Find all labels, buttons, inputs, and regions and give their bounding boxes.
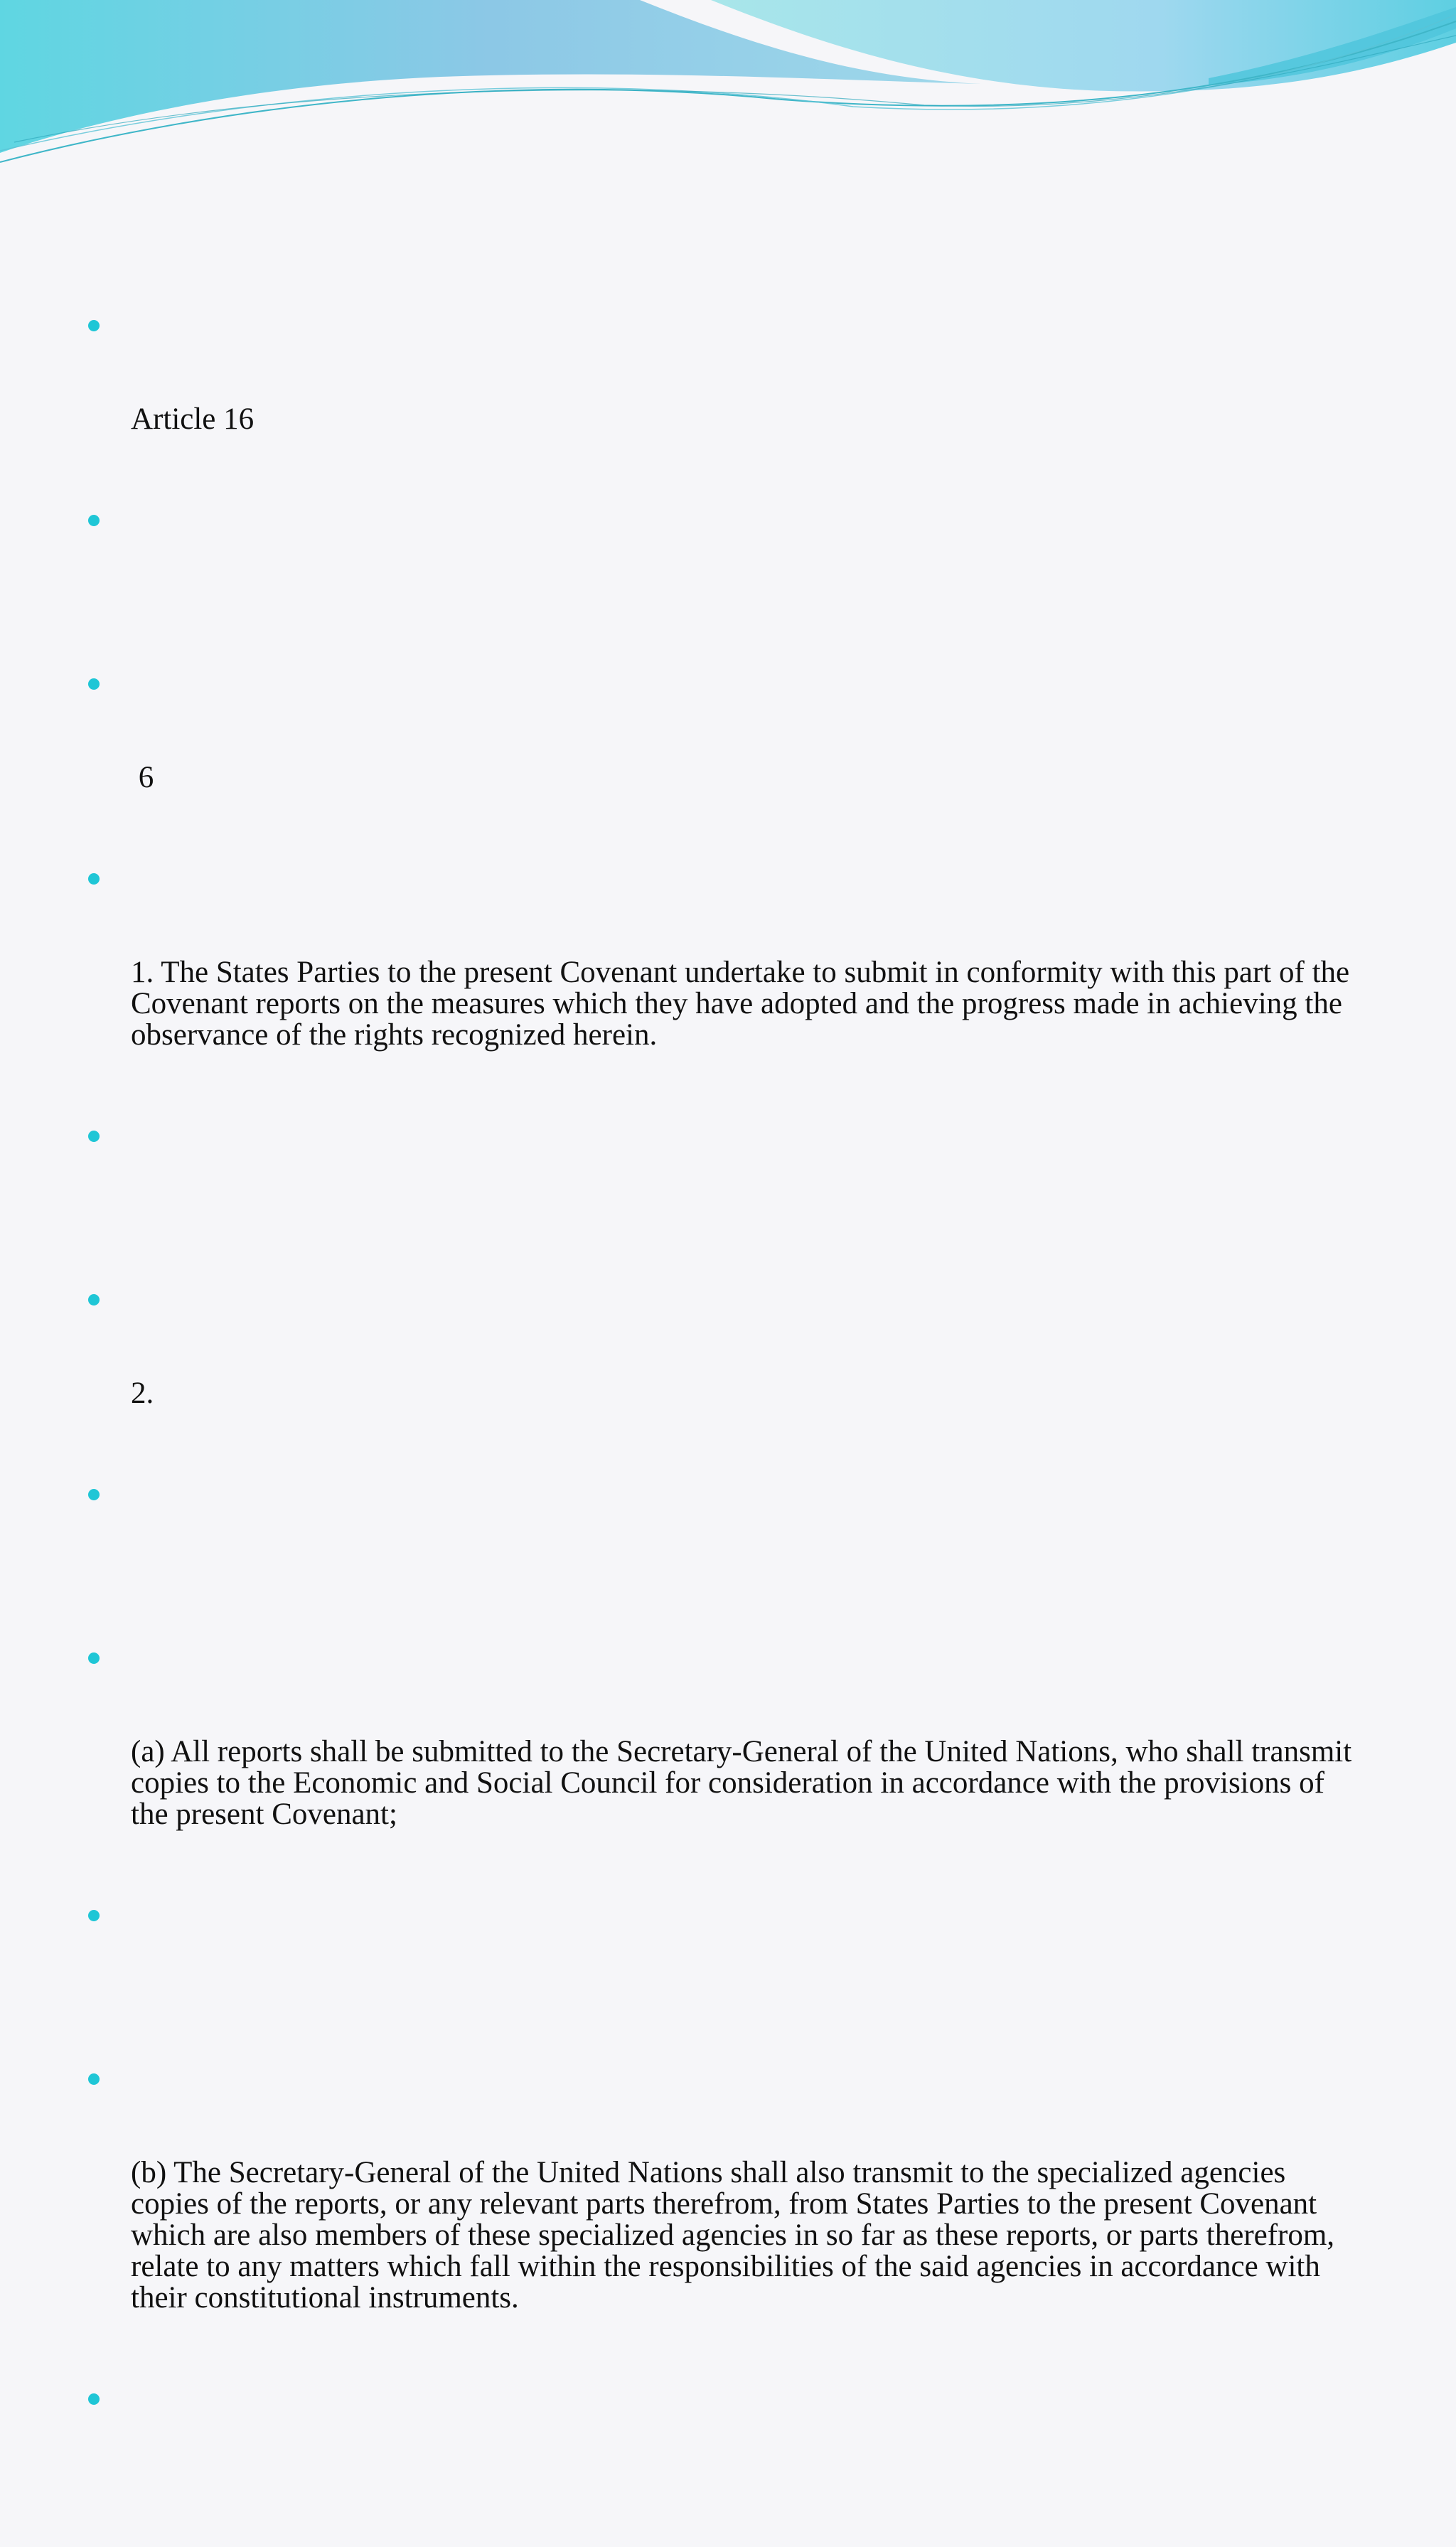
bullet-dot-icon bbox=[88, 320, 100, 331]
bullet-dot-icon bbox=[88, 1910, 100, 1921]
bullet-dot-icon bbox=[88, 2073, 100, 2085]
bullet-item bbox=[88, 1284, 1368, 1472]
bullet-item bbox=[88, 310, 1368, 498]
bullet-item bbox=[88, 1479, 1368, 1635]
bullet-dot-icon bbox=[88, 1489, 100, 1500]
bullet-text: 1. The States Parties to the present Covenant undertake to submit in conformity with this part of the Covenant reports on the measures which they have adopted and the progress made in achieving the observance of the rights recognized herein. bbox=[131, 956, 1357, 1052]
bullet-item bbox=[88, 668, 1368, 856]
bullet-dot-icon bbox=[88, 678, 100, 690]
bullet-text: Article 16 bbox=[131, 402, 255, 436]
bullet-item bbox=[88, 1643, 1368, 1893]
article-bullet-list bbox=[88, 310, 1368, 2547]
bullet-dot-icon bbox=[88, 1131, 100, 1142]
bullet-dot-icon bbox=[88, 1652, 100, 1664]
bullet-text: 2. bbox=[131, 1377, 154, 1410]
bullet-dot-icon bbox=[88, 873, 100, 885]
bullet-dot-icon bbox=[88, 515, 100, 526]
bullet-text: (a) All reports shall be submitted to the Secretary-General of the United Nations, who shall transmit copies to the Economic and Social Council for consideration in accordance with the provisions of the present Covenant; bbox=[131, 1735, 1359, 1831]
bullet-item bbox=[88, 2063, 1368, 2376]
bullet-text: 6 bbox=[131, 761, 154, 794]
bullet-item bbox=[88, 505, 1368, 661]
bullet-dot-icon bbox=[88, 2393, 100, 2405]
bullet-item bbox=[88, 1121, 1368, 1277]
bullet-item bbox=[88, 1900, 1368, 2056]
bullet-item bbox=[88, 2383, 1368, 2540]
bullet-text: (b) The Secretary-General of the United Nations shall also transmit to the specialized agencies copies of the reports, or any relevant parts therefrom, from States Parties to the present Covenant which are also members of these specialized agencies in so far as these reports, or parts therefrom, relate to any matters which fall within the responsibilities of the said agencies in accordance with their constitutional instruments. bbox=[131, 2156, 1342, 2314]
wave-header-decoration bbox=[0, 0, 1456, 171]
bullet-item bbox=[88, 863, 1368, 1114]
bullet-dot-icon bbox=[88, 1294, 100, 1305]
